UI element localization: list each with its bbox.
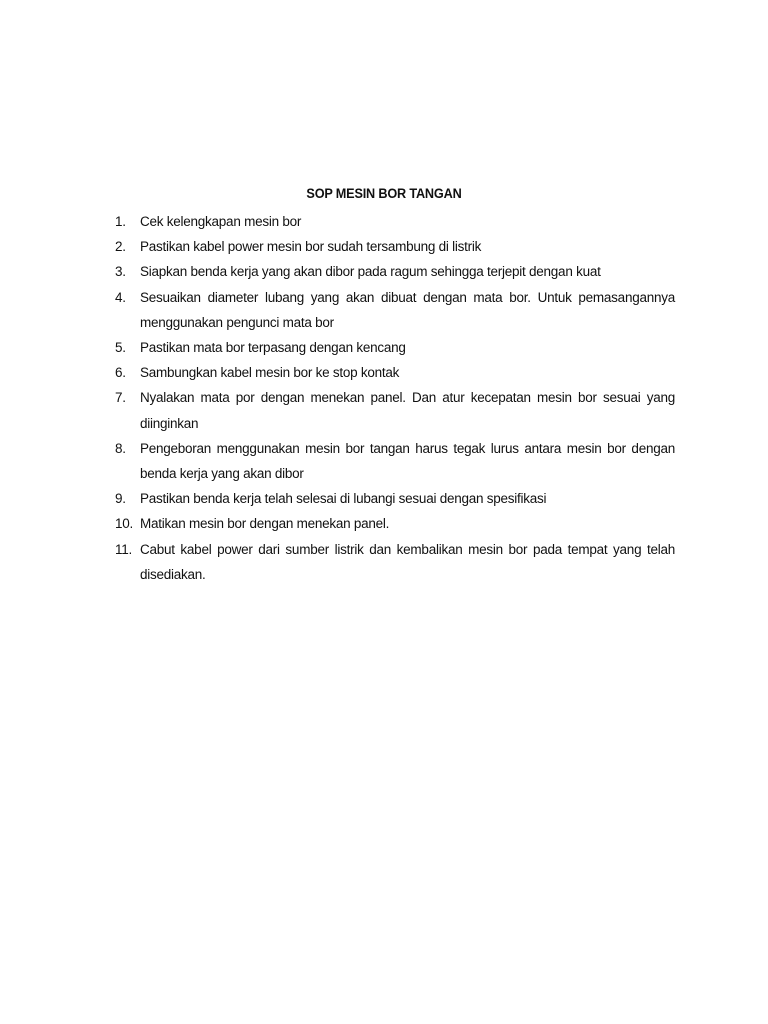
list-item: [115, 259, 675, 284]
list-item: [115, 234, 675, 259]
step-text: Pastikan kabel power mesin bor sudah tersambung di listrik: [140, 239, 482, 255]
step-number: 7.: [115, 390, 126, 406]
step-number: 11.: [115, 541, 133, 557]
step-number: 3.: [115, 264, 126, 280]
step-number: 8.: [115, 440, 126, 456]
step-number: 6.: [115, 365, 126, 381]
step-text: Cabut kabel power dari sumber listrik dan kembalikan mesin bor pada tempat yang telah disediakan.: [140, 541, 675, 582]
step-number: 10.: [115, 516, 134, 532]
step-text: Pastikan mata bor terpasang dengan kencang: [140, 340, 406, 356]
list-item: [115, 385, 675, 435]
sop-step-list: [115, 209, 675, 587]
step-number: 1.: [115, 214, 126, 229]
step-number: 9.: [115, 491, 126, 507]
document-title: SOP MESIN BOR TANGAN: [306, 186, 462, 201]
list-item: [115, 209, 675, 234]
step-number: 4.: [115, 289, 126, 305]
step-number: 5.: [115, 340, 126, 356]
list-item: [115, 537, 675, 587]
step-text: Siapkan benda kerja yang akan dibor pada ragum sehingga terjepit dengan kuat: [140, 264, 601, 280]
list-item: [115, 285, 675, 335]
step-text: Pastikan benda kerja telah selesai di lubangi sesuai dengan spesifikasi: [140, 491, 547, 507]
step-text: Sesuaikan diameter lubang yang akan dibuat dengan mata bor. Untuk pemasangannya menggunakan pengunci mata bor: [140, 289, 675, 330]
list-item: [115, 511, 675, 536]
step-text: Matikan mesin bor dengan menekan panel.: [140, 516, 390, 532]
step-number: 2.: [115, 239, 126, 255]
list-item: [115, 335, 675, 360]
list-item: [115, 360, 675, 385]
list-item: [115, 486, 675, 511]
step-text: Pengeboran menggunakan mesin bor tangan harus tegak lurus antara mesin bor dengan benda kerja yang akan dibor: [140, 440, 675, 482]
step-text: Nyalakan mata por dengan menekan panel. Dan atur kecepatan mesin bor sesuai yang diinginkan: [140, 390, 675, 431]
step-text: Sambungkan kabel mesin bor ke stop kontak: [140, 365, 400, 381]
list-item: [115, 436, 675, 486]
step-text: Cek kelengkapan mesin bor: [140, 214, 302, 229]
